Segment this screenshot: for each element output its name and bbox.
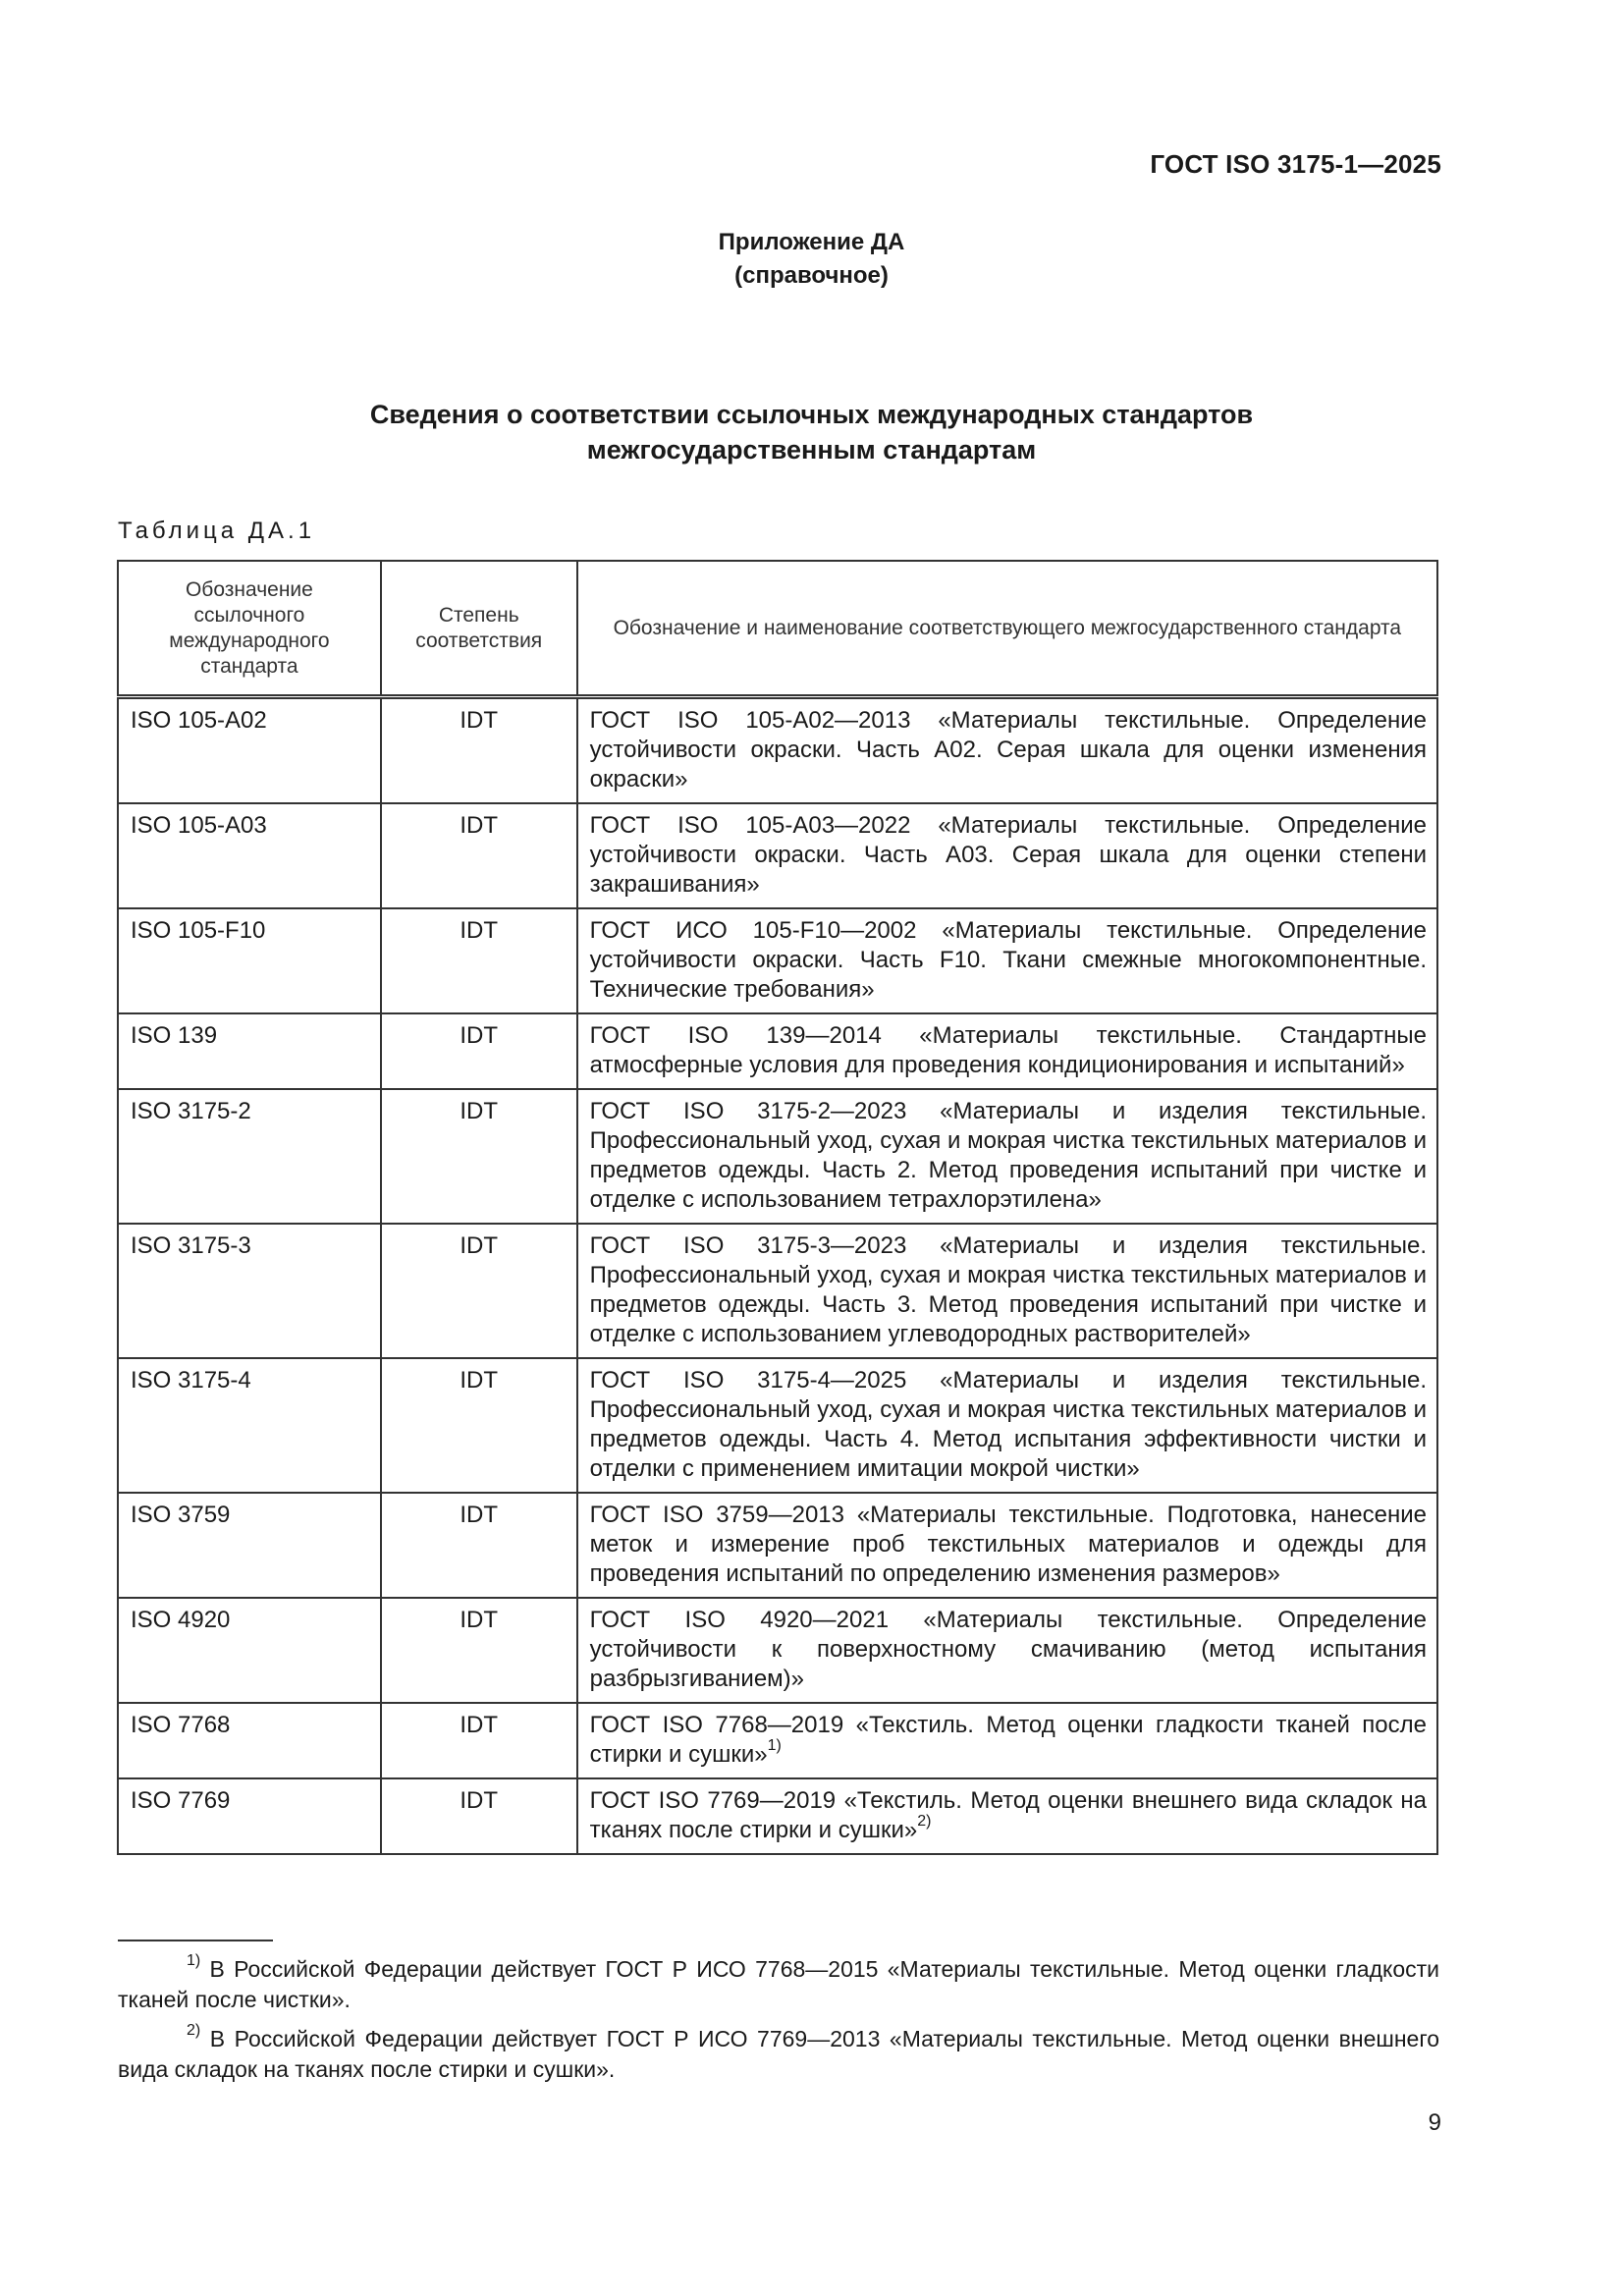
cell-degree: IDT: [381, 1598, 577, 1703]
cell-designation: ISO 105-A02: [118, 697, 381, 804]
standard-text: ГОСТ ISO 3175-4—2025 «Материалы и изделия текстильные. Профессиональный уход, сухая и мокрая чистка текстильных материалов и предметов одежды. Часть 4. Метод испытания эффективности чистки и отделки с применением имитации мокрой чистки»: [589, 1367, 1427, 1482]
footnote-text: В Российской Федерации действует ГОСТ Р ИСО 7768—2015 «Материалы текстильные. Метод оценки гладкости тканей после чистки».: [118, 1956, 1440, 2012]
cell-standard: [577, 1778, 1437, 1854]
cell-degree: IDT: [381, 1703, 577, 1778]
table-header-row: [118, 561, 1437, 697]
table-row: [118, 908, 1437, 1013]
cell-designation: ISO 7768: [118, 1703, 381, 1778]
cell-standard: [577, 1358, 1437, 1493]
appendix-heading: [0, 226, 1623, 293]
table-row: [118, 1013, 1437, 1089]
cell-standard: [577, 1703, 1437, 1778]
cell-designation: ISO 105-F10: [118, 908, 381, 1013]
cell-designation: ISO 105-A03: [118, 803, 381, 908]
footnote-2: [118, 2024, 1439, 2085]
table-row: [118, 1358, 1437, 1493]
header-standard: Обозначение и наименование соответствующего межгосударственного стандарта: [577, 561, 1437, 697]
table-row: [118, 1089, 1437, 1224]
standard-text: ГОСТ ISO 3175-2—2023 «Материалы и изделия текстильные. Профессиональный уход, сухая и мокрая чистка текстильных материалов и предметов одежды. Часть 2. Метод проведения испытаний при чистке и отделке с использованием тетрахлорэтилена»: [589, 1098, 1427, 1213]
footnote-mark: 1): [187, 1952, 201, 1970]
section-title: [0, 397, 1623, 467]
cell-degree: IDT: [381, 803, 577, 908]
table-row: [118, 1598, 1437, 1703]
cell-standard: [577, 1493, 1437, 1598]
table-body: [118, 697, 1437, 1855]
cell-degree: IDT: [381, 1493, 577, 1598]
standard-text: ГОСТ ИСО 105-F10—2002 «Материалы текстильные. Определение устойчивости окраски. Часть F10. Ткани смежные многокомпонентные. Технические требования»: [589, 917, 1427, 1003]
footnote-divider: [118, 1940, 273, 1941]
section-title-line2: межгосударственным стандартам: [586, 435, 1037, 465]
cell-designation: ISO 3175-2: [118, 1089, 381, 1224]
header-designation: Обозначение ссылочного международного стандарта: [118, 561, 381, 697]
standard-text: ГОСТ ISO 3175-3—2023 «Материалы и изделия текстильные. Профессиональный уход, сухая и мокрая чистка текстильных материалов и предметов одежды. Часть 3. Метод проведения испытаний при чистке и отделке с использованием углеводородных растворителей»: [589, 1232, 1427, 1347]
cell-designation: ISO 3175-4: [118, 1358, 381, 1493]
cell-degree: IDT: [381, 1013, 577, 1089]
cell-standard: [577, 1089, 1437, 1224]
cell-standard: [577, 803, 1437, 908]
standard-text: ГОСТ ISO 105-A02—2013 «Материалы текстильные. Определение устойчивости окраски. Часть А02. Серая шкала для оценки изменения окраски»: [589, 707, 1427, 793]
footnote-reference: 1): [767, 1737, 782, 1754]
appendix-subtitle: (справочное): [734, 262, 889, 289]
table-row: [118, 1493, 1437, 1598]
cell-degree: IDT: [381, 908, 577, 1013]
cell-designation: ISO 3759: [118, 1493, 381, 1598]
cell-designation: ISO 3175-3: [118, 1224, 381, 1358]
table-row: [118, 803, 1437, 908]
footnote-mark: 2): [187, 2022, 201, 2040]
footnote-reference: 2): [917, 1813, 932, 1830]
header-degree: Степень соответствия: [381, 561, 577, 697]
standard-text: ГОСТ ISO 139—2014 «Материалы текстильные. Стандартные атмосферные условия для проведения кондиционирования и испытаний»: [589, 1022, 1427, 1078]
footnote-1: [118, 1954, 1439, 2015]
table-row: [118, 1703, 1437, 1778]
table-caption: Таблица ДА.1: [118, 518, 316, 544]
cell-standard: [577, 908, 1437, 1013]
cell-degree: IDT: [381, 1358, 577, 1493]
appendix-title: Приложение ДА: [718, 229, 905, 255]
cell-designation: ISO 4920: [118, 1598, 381, 1703]
standard-text: ГОСТ ISO 3759—2013 «Материалы текстильные. Подготовка, нанесение меток и измерение проб текстильных материалов и одежды для проведения испытаний по определению изменения размеров»: [589, 1502, 1427, 1587]
table-row: [118, 697, 1437, 804]
cell-designation: ISO 139: [118, 1013, 381, 1089]
cell-degree: IDT: [381, 1089, 577, 1224]
standard-text: ГОСТ ISO 105-A03—2022 «Материалы текстильные. Определение устойчивости окраски. Часть А03. Серая шкала для оценки степени закрашивания»: [589, 812, 1427, 898]
cell-degree: IDT: [381, 1224, 577, 1358]
cell-degree: IDT: [381, 1778, 577, 1854]
standard-text: ГОСТ ISO 7768—2019 «Текстиль. Метод оценки гладкости тканей после стирки и сушки»: [589, 1712, 1427, 1768]
cell-standard: [577, 1013, 1437, 1089]
section-title-line1: Сведения о соответствии ссылочных международных стандартов: [369, 400, 1254, 429]
cell-standard: [577, 1224, 1437, 1358]
footnote-text: В Российской Федерации действует ГОСТ Р ИСО 7769—2013 «Материалы текстильные. Метод оценки внешнего вида складок на тканях после стирки и сушки».: [118, 2026, 1439, 2082]
cell-standard: [577, 697, 1437, 804]
standard-text: ГОСТ ISO 7769—2019 «Текстиль. Метод оценки внешнего вида складок на тканях после стирки и сушки»: [589, 1787, 1427, 1843]
document-code: ГОСТ ISO 3175-1—2025: [1150, 149, 1441, 179]
cell-standard: [577, 1598, 1437, 1703]
table-row: [118, 1778, 1437, 1854]
table-row: [118, 1224, 1437, 1358]
cell-designation: ISO 7769: [118, 1778, 381, 1854]
page-number: 9: [1428, 2109, 1441, 2136]
correspondence-table: [117, 560, 1438, 1855]
standard-text: ГОСТ ISO 4920—2021 «Материалы текстильные. Определение устойчивости к поверхностному смачиванию (метод испытания разбрызгиванием)»: [589, 1607, 1427, 1692]
footnotes: [118, 1954, 1439, 2094]
cell-degree: IDT: [381, 697, 577, 804]
